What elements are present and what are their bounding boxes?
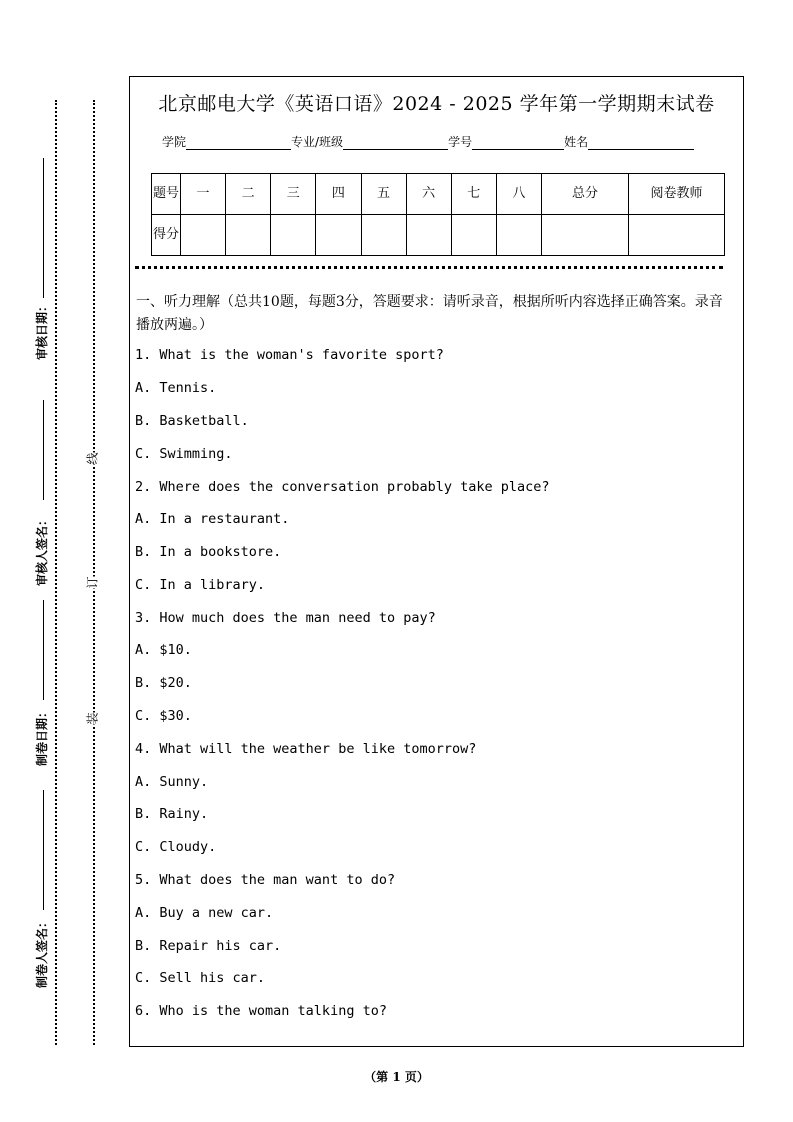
score-cell[interactable] (181, 215, 226, 256)
student-id-label: 学号 (448, 135, 473, 149)
page-number: （第 1 页） (364, 1070, 429, 1084)
score-header-cell: 七 (451, 174, 496, 215)
option-line: A. Sunny. (135, 774, 209, 790)
score-cell[interactable] (316, 215, 361, 256)
option-line: A. Buy a new car. (135, 905, 274, 921)
binding-dotted-line-inner (93, 100, 95, 1045)
score-header-grader: 阅卷教师 (629, 174, 725, 215)
score-cell[interactable] (226, 215, 271, 256)
reviewer-date-label: 审核日期： (35, 299, 49, 360)
maker-sign-line (43, 790, 44, 910)
major-class-field[interactable] (343, 137, 448, 150)
maker-date-line (43, 600, 44, 700)
score-header-cell: 八 (496, 174, 541, 215)
reviewer-sign-line (43, 400, 44, 500)
option-line: C. Cloudy. (135, 839, 217, 855)
reviewer-date-line (43, 158, 44, 298)
option-line: B. Repair his car. (135, 938, 282, 954)
option-line: B. In a bookstore. (135, 544, 282, 560)
score-cell[interactable] (451, 215, 496, 256)
score-header-cell: 五 (361, 174, 406, 215)
option-line: B. Rainy. (135, 806, 209, 822)
exam-title: 北京邮电大学《英语口语》2024 - 2025 学年第一学期期末试卷 (158, 93, 715, 115)
student-id-field[interactable] (472, 137, 564, 150)
question-line: 1. What is the woman's favorite sport? (135, 347, 444, 363)
option-line: C. $30. (135, 708, 192, 724)
score-table (151, 173, 725, 256)
option-line: C. Swimming. (135, 446, 233, 462)
name-label: 姓名 (564, 135, 589, 149)
reviewer-sign-label: 审核人签名： (35, 513, 49, 586)
binding-char-zhuang: 装 (82, 712, 103, 724)
name-field[interactable] (588, 137, 694, 150)
exam-frame (129, 76, 744, 1047)
question-line: 6. Who is the woman talking to? (135, 1003, 387, 1019)
score-header-cell: 四 (316, 174, 361, 215)
option-line: A. $10. (135, 642, 192, 658)
question-line: 5. What does the man want to do? (135, 872, 396, 888)
grader-cell[interactable] (629, 215, 725, 256)
question-line: 2. Where does the conversation probably take place? (135, 479, 550, 495)
score-total-cell[interactable] (542, 215, 629, 256)
score-header-cell: 三 (271, 174, 316, 215)
row-label-score: 得分 (152, 215, 181, 256)
college-label: 学院 (162, 135, 187, 149)
score-table-score-row (152, 215, 725, 256)
maker-sign-label: 制卷人签名： (35, 915, 49, 988)
score-header-cell: 二 (226, 174, 271, 215)
score-table-header-row (152, 174, 725, 215)
separator-dotted-line (135, 266, 723, 269)
score-header-cell: 一 (181, 174, 226, 215)
binding-char-line: 线 (82, 452, 103, 464)
binding-char-ding: 订 (82, 576, 103, 588)
score-header-cell: 六 (406, 174, 451, 215)
maker-date-label: 制卷日期： (35, 705, 49, 766)
score-cell[interactable] (361, 215, 406, 256)
row-label-question-no: 题号 (152, 174, 181, 215)
score-cell[interactable] (496, 215, 541, 256)
college-field[interactable] (186, 137, 291, 150)
binding-dotted-line-outer (55, 100, 57, 1045)
option-line: C. In a library. (135, 577, 266, 593)
option-line: B. $20. (135, 675, 192, 691)
question-line: 4. What will the weather be like tomorrow? (135, 741, 477, 757)
score-cell[interactable] (406, 215, 451, 256)
question-line: 3. How much does the man need to pay? (135, 610, 436, 626)
option-line: C. Sell his car. (135, 970, 266, 986)
section-heading: 一、听力理解（总共10题，每题3分，答题要求：请听录音，根据所听内容选择正确答案。录音播放两遍。） (136, 294, 723, 333)
score-cell[interactable] (271, 215, 316, 256)
option-line: B. Basketball. (135, 413, 249, 429)
student-info-row (162, 133, 694, 150)
major-class-label: 专业/班级 (291, 135, 344, 149)
option-line: A. In a restaurant. (135, 511, 290, 527)
option-line: A. Tennis. (135, 380, 217, 396)
score-header-total: 总分 (542, 174, 629, 215)
